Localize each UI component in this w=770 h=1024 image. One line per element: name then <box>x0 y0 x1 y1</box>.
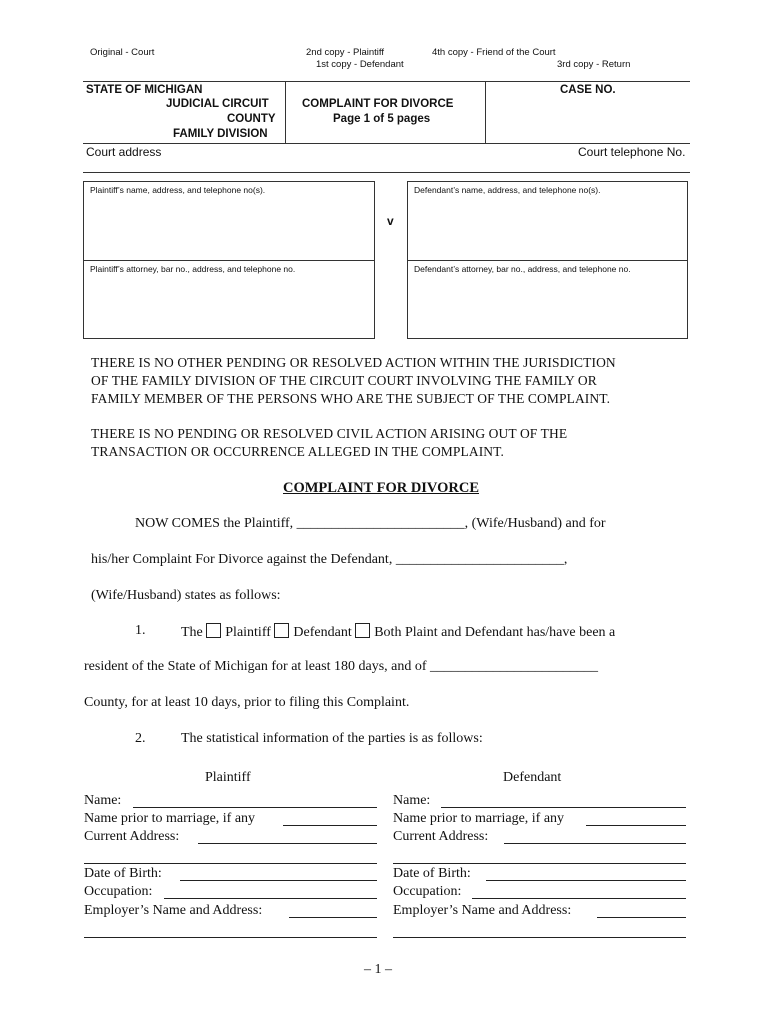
defendant-info-label: Defendant’s name, address, and telephone no(s). <box>414 185 601 195</box>
defendant-employer-field[interactable] <box>597 917 686 918</box>
plaintiff-option-label: Plaintiff <box>225 625 271 640</box>
defendant-column-heading: Defendant <box>503 770 562 785</box>
plaintiff-attorney-label: Plaintiff’s attorney, bar no., address, and telephone no. <box>90 264 296 274</box>
circuit-label: JUDICIAL CIRCUIT <box>166 98 269 110</box>
defendant-dob-field[interactable] <box>486 880 686 881</box>
defendant-prior-name-label: Name prior to marriage, if any <box>393 811 565 826</box>
versus-label: v <box>387 214 394 228</box>
court-address-rule <box>83 172 690 173</box>
county-label: COUNTY <box>227 113 276 125</box>
copy-original: Original - Court <box>90 47 155 58</box>
both-option-label: Both Plaint and Defendant has/have been a <box>374 625 616 640</box>
defendant-occupation-label: Occupation: <box>393 884 462 899</box>
defendant-option-label: Defendant <box>293 625 352 640</box>
item-1-number: 1. <box>135 623 146 638</box>
item-1-the: The <box>181 625 203 640</box>
court-address-label: Court address <box>86 145 162 159</box>
defendant-address-label: Current Address: <box>393 829 489 844</box>
header-top-rule <box>83 81 690 82</box>
plaintiff-occupation-label: Occupation: <box>84 884 153 899</box>
both-checkbox[interactable] <box>355 623 370 638</box>
defendant-employer-field-2[interactable] <box>393 937 686 938</box>
plaintiff-prior-name-label: Name prior to marriage, if any <box>84 811 256 826</box>
item-1-residency-line <box>181 623 615 641</box>
page-number: – 1 – <box>364 962 392 977</box>
statement-1-line-3: FAMILY MEMBER OF THE PERSONS WHO ARE THE SUBJECT OF THE COMPLAINT. <box>91 391 611 406</box>
complaint-line-3: (Wife/Husband) states as follows: <box>91 588 281 603</box>
defendant-info-box[interactable] <box>407 181 688 261</box>
item-1-line-3: County, for at least 10 days, prior to filing this Complaint. <box>84 695 410 710</box>
header-divider-left <box>285 81 286 143</box>
statement-2-line-1: THERE IS NO PENDING OR RESOLVED CIVIL ACTION ARISING OUT OF THE <box>91 426 568 441</box>
copy-first: 1st copy - Defendant <box>316 59 404 70</box>
plaintiff-checkbox[interactable] <box>206 623 221 638</box>
plaintiff-info-label: Plaintiff’s name, address, and telephone no(s). <box>90 185 266 195</box>
state-label: STATE OF MICHIGAN <box>86 84 203 96</box>
case-number-label[interactable]: CASE NO. <box>560 84 616 96</box>
plaintiff-prior-name-field[interactable] <box>283 825 377 826</box>
plaintiff-employer-field[interactable] <box>289 917 377 918</box>
defendant-name-field[interactable] <box>441 807 686 808</box>
statement-2-line-2: TRANSACTION OR OCCURRENCE ALLEGED IN THE COMPLAINT. <box>91 444 504 459</box>
defendant-attorney-label: Defendant’s attorney, bar no., address, and telephone no. <box>414 264 631 274</box>
defendant-attorney-box[interactable] <box>407 260 688 339</box>
header-bottom-rule <box>83 143 690 144</box>
page-count: Page 1 of 5 pages <box>333 113 431 125</box>
copy-second: 2nd copy - Plaintiff <box>306 47 384 58</box>
statement-1-line-1: THERE IS NO OTHER PENDING OR RESOLVED ACTION WITHIN THE JURISDICTION <box>91 355 616 370</box>
division-label: FAMILY DIVISION <box>173 128 268 140</box>
plaintiff-employer-label: Employer’s Name and Address: <box>84 903 263 918</box>
copy-fourth: 4th copy - Friend of the Court <box>432 47 556 58</box>
plaintiff-address-field[interactable] <box>198 843 377 844</box>
defendant-address-field[interactable] <box>504 843 686 844</box>
complaint-line-2: his/her Complaint For Divorce against the Defendant, ________________________, <box>91 552 568 567</box>
plaintiff-address-field-2[interactable] <box>84 863 377 864</box>
complaint-line-1: NOW COMES the Plaintiff, ________________________, (Wife/Husband) and for <box>135 516 606 531</box>
defendant-checkbox[interactable] <box>274 623 289 638</box>
complaint-heading: COMPLAINT FOR DIVORCE <box>283 480 480 496</box>
defendant-occupation-field[interactable] <box>472 898 686 899</box>
plaintiff-dob-field[interactable] <box>180 880 377 881</box>
plaintiff-occupation-field[interactable] <box>164 898 377 899</box>
plaintiff-name-field[interactable] <box>133 807 377 808</box>
defendant-dob-label: Date of Birth: <box>393 866 471 881</box>
defendant-address-field-2[interactable] <box>393 863 686 864</box>
plaintiff-name-label: Name: <box>84 793 122 808</box>
header-divider-right <box>485 81 486 143</box>
plaintiff-employer-field-2[interactable] <box>84 937 377 938</box>
plaintiff-address-label: Current Address: <box>84 829 180 844</box>
plaintiff-attorney-box[interactable] <box>83 260 375 339</box>
defendant-employer-label: Employer’s Name and Address: <box>393 903 572 918</box>
statement-1-line-2: OF THE FAMILY DIVISION OF THE CIRCUIT COURT INVOLVING THE FAMILY OR <box>91 373 597 388</box>
copy-third: 3rd copy - Return <box>557 59 631 70</box>
plaintiff-dob-label: Date of Birth: <box>84 866 162 881</box>
item-2-text: The statistical information of the parties is as follows: <box>181 731 483 746</box>
defendant-prior-name-field[interactable] <box>586 825 686 826</box>
court-phone-label: Court telephone No. <box>578 145 686 159</box>
item-2-number: 2. <box>135 731 146 746</box>
form-title: COMPLAINT FOR DIVORCE <box>302 98 454 110</box>
defendant-name-label: Name: <box>393 793 431 808</box>
item-1-line-2: resident of the State of Michigan for at least 180 days, and of ________________________ <box>84 659 599 674</box>
plaintiff-column-heading: Plaintiff <box>205 770 251 785</box>
plaintiff-info-box[interactable] <box>83 181 375 261</box>
